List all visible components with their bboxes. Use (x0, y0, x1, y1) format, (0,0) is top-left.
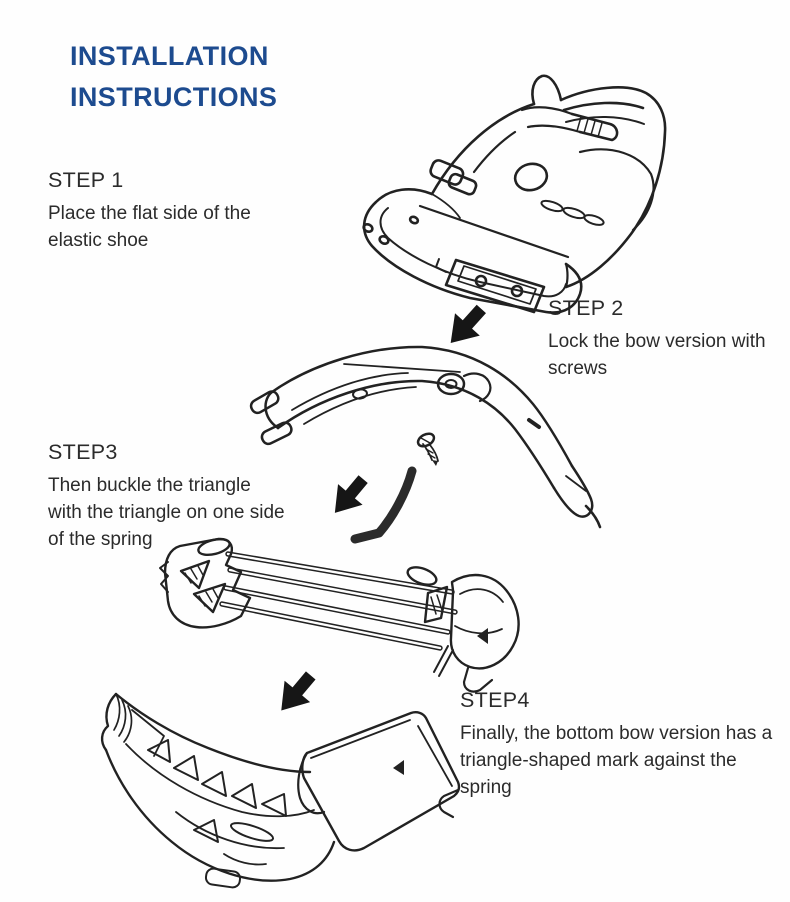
step-3-line3: of the spring (48, 529, 153, 550)
step-2-heading: STEP 2 (548, 296, 624, 320)
bow-plate-lines (249, 347, 600, 527)
step-1-line2: elastic shoe (48, 230, 149, 251)
step-3-line1: Then buckle the triangle (48, 475, 251, 496)
bow-plate-illustration (248, 328, 678, 538)
spring-assembly-lines (160, 536, 519, 691)
step-4-line3: spring (460, 777, 512, 798)
step-2-line2: screws (548, 358, 608, 379)
hex-key-shape (355, 471, 412, 539)
page-title-line2: INSTRUCTIONS (70, 82, 278, 112)
step-2-line1: Lock the bow version with (548, 331, 766, 352)
triangle-mark (477, 628, 488, 644)
skate-boot-lines (362, 76, 665, 313)
step-3-heading: STEP3 (48, 440, 118, 464)
step-1-heading: STEP 1 (48, 168, 124, 192)
step-1-block (48, 168, 308, 254)
bottom-bow-illustration (56, 684, 481, 902)
step-1-line1: Place the flat side of the (48, 203, 251, 224)
tread-pattern (148, 740, 286, 888)
page-title (70, 36, 277, 118)
skate-boot-illustration (328, 60, 788, 320)
step-3-line2: with the triangle on one side (48, 502, 285, 523)
step-4-line2: triangle-shaped mark against the (460, 750, 737, 771)
step-4-line1: Finally, the bottom bow version has a (460, 723, 773, 744)
step-4-heading: STEP4 (460, 688, 530, 712)
page-title-line1: INSTALLATION (70, 41, 269, 71)
bottom-bow-lines (102, 694, 459, 888)
left-hatched-triangles (181, 561, 225, 612)
triangle-mark (393, 760, 404, 775)
